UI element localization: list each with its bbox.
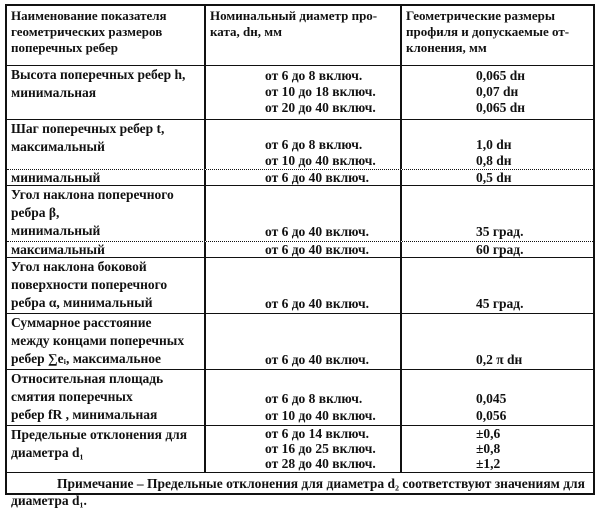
range-value: от 6 до 40 включ.: [265, 352, 369, 367]
header-parameter-name: Наименование показателя геометрических размеров поперечных ребер: [11, 8, 167, 55]
range-value: от 16 до 25 включ.: [265, 441, 376, 456]
table-row: [7, 66, 593, 120]
row-ranges: [204, 242, 400, 257]
range-value: от 6 до 8 включ.: [265, 68, 363, 83]
row-values: [400, 186, 593, 241]
size-value: 0,056: [476, 408, 507, 423]
table-row: [7, 186, 593, 242]
row-ranges: [204, 66, 400, 119]
size-value: ±0,6: [476, 426, 501, 441]
row-values: [400, 120, 593, 169]
row-ranges: [204, 258, 400, 313]
row-values: [400, 170, 593, 185]
table-row: [7, 242, 593, 258]
range-value: от 20 до 40 включ.: [265, 100, 376, 115]
row-ranges: [204, 370, 400, 425]
size-value: 0,065 dн: [476, 100, 526, 115]
range-value: от 6 до 40 включ.: [265, 224, 369, 239]
table-row: [7, 258, 593, 314]
geometry-table: [5, 4, 595, 508]
size-value: ±1,2: [476, 456, 501, 471]
table-row: [7, 314, 593, 370]
range-value: от 28 до 40 включ.: [265, 456, 376, 471]
row-label-rib-angle: Угол наклона поперечного ребра β, минимальный: [11, 187, 174, 238]
table-row: [7, 120, 593, 170]
header-nominal-diameter: Номинальный диаметр про-ката, dн, мм: [204, 6, 400, 65]
header-geometric-sizes: Геометрические размеры профиля и допускаемые от-клонения, мм: [400, 6, 593, 65]
size-value: 45 град.: [476, 296, 524, 311]
table-row: [7, 370, 593, 426]
range-value: от 10 до 18 включ.: [265, 84, 376, 99]
row-ranges: [204, 314, 400, 369]
range-value: от 6 до 40 включ.: [265, 296, 369, 311]
row-values: [400, 426, 593, 472]
size-value: 1,0 dн: [476, 137, 512, 152]
table-note: [7, 473, 593, 508]
table-header-row: [7, 6, 593, 66]
row-label-sum-distance: Суммарное расстояние между концами поперечных ребер ∑eᵢ, максимальное: [11, 315, 185, 366]
row-label-rib-pitch: Шаг поперечных ребер t, максимальный: [11, 121, 165, 154]
row-values: [400, 66, 593, 119]
row-values: [400, 242, 593, 257]
table-row: [7, 426, 593, 473]
note-line-1: Примечание – Предельные отклонения для диаметра d₂ соответствуют значениям для: [57, 476, 585, 491]
range-value: от 10 до 40 включ.: [265, 153, 376, 168]
size-value: 0,07 dн: [476, 84, 519, 99]
range-value: от 6 до 8 включ.: [265, 137, 363, 152]
range-value: от 6 до 40 включ.: [265, 170, 369, 185]
row-label-d1-deviation: Предельные отклонения для диаметра d₁: [11, 427, 188, 460]
row-values: [400, 258, 593, 313]
size-value: 0,5 dн: [476, 170, 512, 185]
row-label-angle-max: максимальный: [11, 242, 105, 257]
size-value: ±0,8: [476, 441, 501, 456]
row-label-pitch-min: минимальный: [11, 170, 101, 185]
range-value: от 6 до 8 включ.: [265, 391, 363, 406]
range-value: от 6 до 14 включ.: [265, 426, 369, 441]
size-value: 60 град.: [476, 242, 524, 257]
range-value: от 10 до 40 включ.: [265, 408, 376, 423]
row-ranges: [204, 186, 400, 241]
row-values: [400, 314, 593, 369]
size-value: 35 град.: [476, 224, 524, 239]
row-ranges: [204, 120, 400, 169]
range-value: от 6 до 40 включ.: [265, 242, 369, 257]
size-value: 0,045: [476, 391, 507, 406]
row-label-rib-height: Высота поперечных ребер h, минимальная: [11, 67, 186, 100]
size-value: 0,2 π dн: [476, 352, 523, 367]
size-value: 0,065 dн: [476, 68, 526, 83]
row-ranges: [204, 170, 400, 185]
row-label-relative-area: Относительная площадь смятия поперечных ребер fR , минимальная: [11, 371, 164, 422]
row-label-side-angle: Угол наклона боковой поверхности поперечного ребра α, минимальный: [11, 259, 168, 310]
size-value: 0,8 dн: [476, 153, 512, 168]
row-ranges: [204, 426, 400, 472]
table-row: [7, 170, 593, 186]
note-line-2: диаметра d₁.: [11, 493, 87, 508]
row-values: [400, 370, 593, 425]
